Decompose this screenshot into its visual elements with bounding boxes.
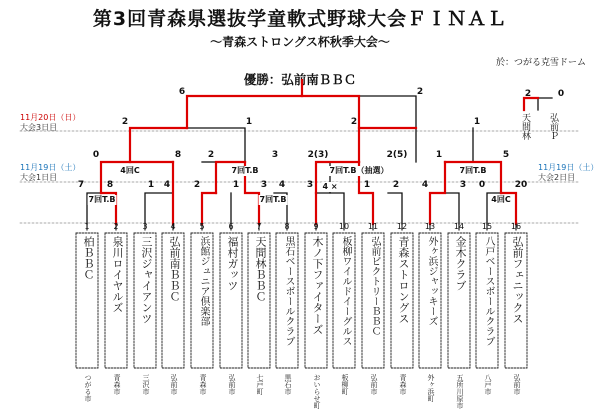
team-seed: 4 [170, 222, 176, 231]
team-city: 弘前市 [228, 374, 236, 395]
team-city: 三沢市 [142, 374, 150, 395]
team-name: 板柳ワイルドイーグルス [340, 236, 351, 346]
score-final-a: 6 [178, 87, 186, 97]
team-name: 黒石ベースボールクラブ [283, 236, 294, 346]
team-name: 弘前南ＢＢＣ [168, 236, 181, 302]
score-sf-a: 2 [121, 117, 129, 127]
team-city: 弘前市 [370, 374, 378, 395]
score-r1-3a: 2 [193, 180, 201, 190]
note-r2-4: 7回T.B [459, 166, 487, 175]
score-r1-4b: 4 [278, 180, 286, 190]
score-r1-6a: 1 [363, 180, 371, 190]
note-r1-4: 7回T.B [259, 195, 287, 204]
team-seed: 13 [424, 222, 436, 231]
score-sf-b: 1 [245, 117, 253, 127]
score-r2-4a: 1 [435, 150, 443, 160]
date-day1-label: 大会1日目 [20, 173, 58, 182]
team-city: 五所川原市 [456, 374, 464, 409]
score-r1-7a: 4 [421, 180, 429, 190]
team-seed: 2 [113, 222, 119, 231]
score-r1-8b: 20 [514, 180, 528, 190]
note-r1-8: 4回C [491, 195, 511, 204]
score-sf-d: 1 [473, 117, 481, 127]
score-r1-2a: 1 [147, 180, 155, 190]
team-seed: 11 [367, 222, 379, 231]
score-r1-1a: 7 [77, 180, 85, 190]
team-name: 金木クラブ [454, 236, 467, 291]
score-r1-1b: 8 [106, 180, 114, 190]
team-name: 福村ガッツ [226, 236, 239, 291]
score-r1-3b: 1 [232, 180, 240, 190]
score-sf-c: 2 [350, 117, 358, 127]
team-city: 青森市 [113, 374, 121, 395]
team-seed: 12 [396, 222, 408, 231]
score-final-b: 2 [416, 87, 424, 97]
score-extra-b: 0 [557, 89, 565, 99]
team-seed: 16 [510, 222, 522, 231]
note-r2-1: 4回C [120, 166, 140, 175]
team-city: 青森市 [399, 374, 407, 395]
team-seed: 14 [453, 222, 465, 231]
note-r2-3: 7回T.B（抽選） [329, 166, 389, 175]
score-r1-6b: 2 [392, 180, 400, 190]
team-name: 浜館ジュニア倶楽部 [198, 236, 209, 326]
venue-label: 於：つがる克雪ドーム [495, 58, 586, 68]
team-city: 青森市 [199, 374, 207, 395]
team-city: 黒石市 [284, 374, 292, 395]
team-seed: 1 [84, 222, 90, 231]
extra-team-a: 天間林 [520, 113, 530, 140]
score-r1-5a: 3 [306, 180, 314, 190]
team-name: 泉川ロイヤルズ [111, 236, 124, 313]
score-r2-3b: 2(5) [386, 150, 408, 160]
team-name: 天間林ＢＢＣ [254, 236, 267, 302]
score-r2-1a: 0 [92, 150, 100, 160]
score-r2-3a: 2(3) [307, 150, 329, 160]
score-r2-1b: 8 [174, 150, 182, 160]
date-day3-label: 大会3日目 [20, 123, 58, 132]
team-seed: 7 [256, 222, 262, 231]
date-day2-text: 11月19日（土） [538, 163, 599, 172]
team-name: 八戸ベースボールクラブ [483, 236, 494, 346]
date-day3-text: 11月20日（日） [20, 113, 81, 122]
team-city: つがる市 [84, 374, 92, 402]
team-seed: 3 [142, 222, 148, 231]
extra-team-b: 弘前Ｐ [548, 113, 558, 140]
team-city: 外ヶ浜町 [427, 374, 435, 402]
team-city: 弘前市 [170, 374, 178, 395]
score-r2-4b: 5 [502, 150, 510, 160]
team-name: 弘前フェニックス [511, 236, 524, 324]
score-r1-4a: 3 [260, 180, 268, 190]
score-r1-7b: 3 [459, 180, 467, 190]
team-city: 弘前市 [513, 374, 521, 395]
date-day1-text: 11月19日（土） [20, 163, 81, 172]
score-extra-a: 2 [524, 89, 532, 99]
team-seed: 9 [313, 222, 319, 231]
score-r2-2b: 3 [271, 150, 279, 160]
team-seed: 8 [284, 222, 290, 231]
score-r1-2b: 4 [163, 180, 171, 190]
team-city: 七戸町 [256, 374, 264, 395]
team-name: 木ノ下ファイターズ [311, 236, 324, 335]
note-r2-2: 7回T.B [231, 166, 259, 175]
team-seed: 10 [338, 222, 350, 231]
team-seed: 15 [481, 222, 493, 231]
team-name: 柏ＢＢＣ [82, 236, 95, 280]
score-r1-8a: 0 [478, 180, 486, 190]
team-city: 八戸市 [484, 374, 492, 395]
page-subtitle: ～青森ストロングス杯秋季大会～ [210, 35, 390, 49]
page-title: 第3回青森県選抜学童軟式野球大会ＦＩＮＡＬ [92, 8, 508, 30]
team-seed: 6 [228, 222, 234, 231]
note-r1-5: 4 × [322, 182, 338, 191]
team-name: 三沢ジャイアンツ [140, 236, 153, 324]
champion-label: 優勝：弘前南ＢＢＣ [243, 72, 357, 87]
team-name: 弘前ビクトリーＢＢＣ [369, 236, 380, 336]
team-seed: 5 [199, 222, 205, 231]
score-r2-2a: 2 [207, 150, 215, 160]
note-r1-1: 7回T.B [88, 195, 116, 204]
team-city: 板柳町 [341, 374, 349, 395]
team-city: おいらせ町 [313, 374, 321, 409]
team-name: 外ヶ浜ジャッキーズ [426, 236, 437, 326]
date-day2-label: 大会2日目 [538, 173, 576, 182]
team-name: 青森ストロングス [397, 236, 410, 324]
